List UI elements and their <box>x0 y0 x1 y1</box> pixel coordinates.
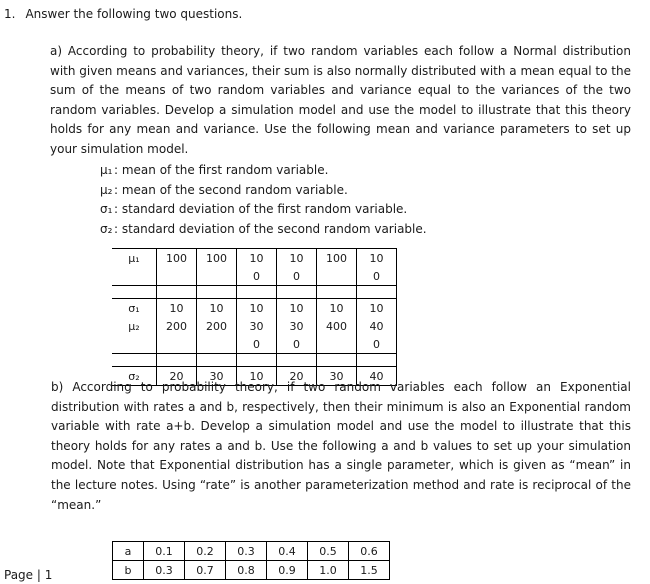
table-cell: 30 <box>317 367 357 386</box>
table-row-b <box>113 561 390 580</box>
table-cell: 0.8 <box>226 561 267 580</box>
definition-mu1 <box>100 161 427 181</box>
row-label: b <box>113 561 144 580</box>
table-cell <box>317 267 357 286</box>
definition-symbol: μ₁ <box>100 163 113 177</box>
definition-text: : standard deviation of the second random variable. <box>114 221 427 236</box>
table-cell: 20 <box>277 367 317 386</box>
definition-symbol: σ₂ <box>100 221 113 236</box>
table-cell: 10 <box>277 249 317 268</box>
table-cell: 200 <box>157 317 197 335</box>
definition-text: : mean of the second random variable. <box>114 182 348 197</box>
part-a-paragraph: a) According to probability theory, if two random variables each follow a Normal distribution with given means and variances, their sum is also normally distributed with a mean equal to the sum of the means of two random variables and variance equal to the variances of the two random variables. Develop a simulation model and use the model to illustrate that this theory holds for any mean and variance. Use the following mean and variance parameters to set up your simulation model. <box>50 44 631 156</box>
question-text: Answer the following two questions. <box>25 7 243 21</box>
gap-cell <box>357 354 397 367</box>
table-row-a <box>113 542 390 561</box>
row-label: σ₂ <box>112 367 157 386</box>
exponential-rates-table <box>112 541 390 580</box>
table-row-sigma1 <box>112 299 397 318</box>
row-label-empty <box>112 267 157 286</box>
table-cell: 0 <box>357 267 397 286</box>
table-cell: 10 <box>277 299 317 318</box>
gap-cell <box>197 354 237 367</box>
table-cell: 10 <box>237 299 277 318</box>
gap-cell <box>317 354 357 367</box>
gap-cell <box>197 286 237 299</box>
gap-cell <box>237 354 277 367</box>
table-cell: 10 <box>357 249 397 268</box>
table-row-mu1-cont <box>112 267 397 286</box>
table-cell: 10 <box>357 299 397 318</box>
row-label: a <box>113 542 144 561</box>
table-cell: 20 <box>157 367 197 386</box>
table-cell: 1.5 <box>349 561 390 580</box>
table-cell: 0.4 <box>267 542 308 561</box>
table-cell: 10 <box>317 299 357 318</box>
table-cell: 0.1 <box>144 542 185 561</box>
table-row-mu2-cont <box>112 335 397 354</box>
table-cell: 0.6 <box>349 542 390 561</box>
gap-cell <box>277 354 317 367</box>
table-cell: 0 <box>237 335 277 354</box>
table-cell: 10 <box>197 299 237 318</box>
row-label: μ₁ <box>112 249 157 268</box>
question-heading <box>4 7 242 21</box>
table-cell: 30 <box>197 367 237 386</box>
table-cell: 0 <box>277 267 317 286</box>
table-row-mu1 <box>112 249 397 268</box>
table-cell: 0.3 <box>144 561 185 580</box>
table-cell: 0 <box>237 267 277 286</box>
table-row-mu2 <box>112 317 397 335</box>
part-b-paragraph: b) According to probability theory, if two random variables each follow an Exponential distribution with rates a and b, respectively, then their minimum is also an Exponential random variable with rate a+b. Develop a simulation model and use the model to illustrate that this theory holds for any rates a and b. Use the following a and b values to set up your simulation model. Note that Exponential distribution has a single parameter, which is given as “mean” in the lecture notes. Using “rate” is another parameterization method and rate is reciprocal of the “mean.” <box>51 380 631 512</box>
table-cell <box>197 335 237 354</box>
table-cell: 10 <box>157 299 197 318</box>
table-cell: 0.2 <box>185 542 226 561</box>
page-footer: Page | 1 <box>4 568 53 582</box>
question-number: 1. <box>4 7 16 21</box>
table-cell: 1.0 <box>308 561 349 580</box>
row-label: μ₂ <box>112 317 157 335</box>
table-cell: 10 <box>237 367 277 386</box>
definition-text: : mean of the first random variable. <box>114 163 329 177</box>
gap-cell <box>357 286 397 299</box>
table-gap-row <box>112 354 397 367</box>
definition-mu2 <box>100 181 427 201</box>
table-cell: 10 <box>237 249 277 268</box>
gap-cell <box>112 354 157 367</box>
table-cell <box>157 335 197 354</box>
gap-cell <box>317 286 357 299</box>
definition-symbol: σ₁ <box>100 202 113 216</box>
table-gap-row <box>112 286 397 299</box>
table-cell: 0.3 <box>226 542 267 561</box>
table-cell: 200 <box>197 317 237 335</box>
table-cell: 0.5 <box>308 542 349 561</box>
gap-cell <box>157 354 197 367</box>
table-cell: 0.9 <box>267 561 308 580</box>
table-cell <box>317 335 357 354</box>
table-cell: 100 <box>157 249 197 268</box>
table-cell: 0 <box>277 335 317 354</box>
table-cell <box>197 267 237 286</box>
gap-cell <box>277 286 317 299</box>
row-label: σ₁ <box>112 299 157 318</box>
parameter-definitions <box>100 161 427 239</box>
table-cell: 400 <box>317 317 357 335</box>
table-cell: 0.7 <box>185 561 226 580</box>
table-cell: 100 <box>197 249 237 268</box>
row-label-empty <box>112 335 157 354</box>
normal-parameters-table <box>112 248 397 386</box>
table-cell: 30 <box>237 317 277 335</box>
table-cell: 30 <box>277 317 317 335</box>
gap-cell <box>157 286 197 299</box>
definition-sigma2 <box>100 220 427 240</box>
definition-symbol: μ₂ <box>100 182 113 197</box>
gap-cell <box>112 286 157 299</box>
table-cell: 40 <box>357 367 397 386</box>
table-cell: 0 <box>357 335 397 354</box>
table-cell <box>157 267 197 286</box>
table-cell: 100 <box>317 249 357 268</box>
definition-sigma1 <box>100 200 427 220</box>
gap-cell <box>237 286 277 299</box>
table-cell: 40 <box>357 317 397 335</box>
definition-text: : standard deviation of the first random variable. <box>114 202 408 216</box>
